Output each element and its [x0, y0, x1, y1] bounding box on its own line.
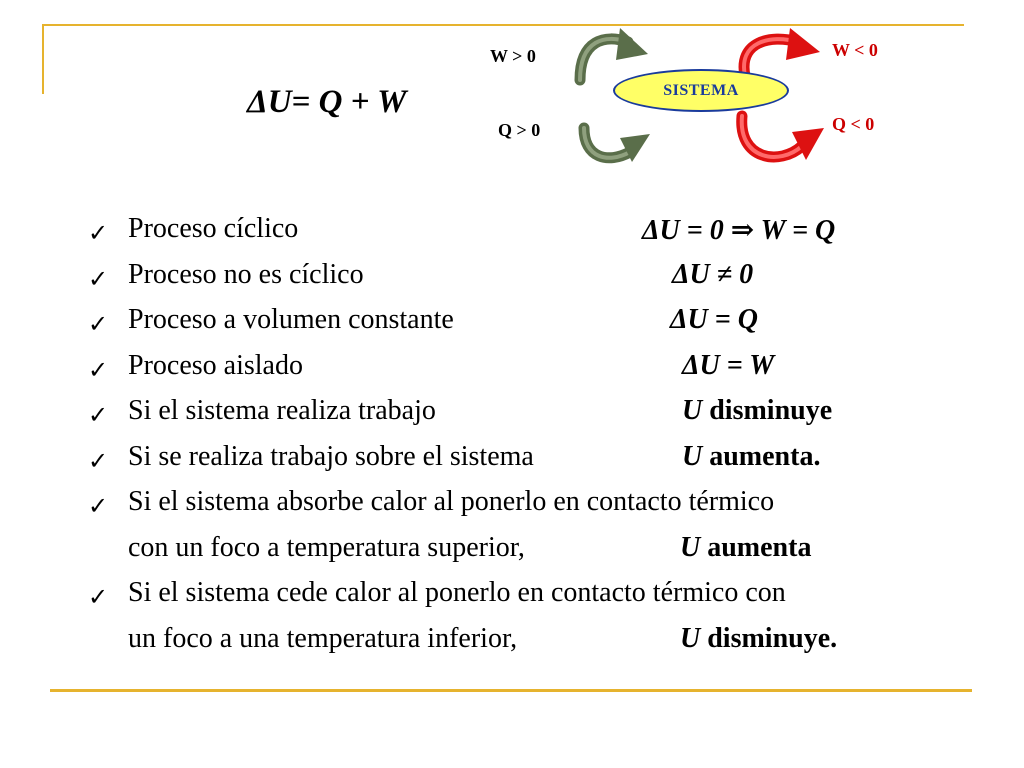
list-item-text: Proceso no es cíclico [128, 258, 364, 290]
frame-left-line [42, 24, 44, 94]
list-item-result [680, 532, 811, 564]
internal-energy-symbol: U [682, 395, 703, 426]
check-icon: ✓ [88, 401, 109, 429]
frame-bottom-line [50, 689, 972, 692]
label-q-positive: Q > 0 [498, 120, 541, 140]
list-item-text: Si el sistema realiza trabajo [128, 395, 436, 426]
check-icon: ✓ [88, 583, 109, 611]
result-word: disminuye. [700, 622, 838, 654]
check-icon: ✓ [88, 310, 109, 338]
list-item-result: ΔU = 0 ⇒ W = Q [642, 215, 836, 246]
list-item-absorbs-heat [88, 486, 968, 532]
sign-convention-diagram [480, 20, 920, 180]
list-item-result [680, 623, 837, 655]
list-item-work-on-system [88, 441, 968, 487]
list-item-text: Proceso a volumen constante [128, 304, 454, 335]
internal-energy-symbol: U [680, 622, 701, 654]
check-icon: ✓ [88, 264, 109, 293]
list-item-constant-volume [88, 304, 968, 350]
check-icon: ✓ [88, 492, 109, 520]
list-item-non-cyclic [88, 259, 968, 305]
system-ellipse: SISTEMA [613, 69, 789, 112]
first-law-formula: ΔU= Q + W [247, 84, 407, 120]
list-item-text: con un foco a temperatura superior, [128, 531, 525, 563]
internal-energy-symbol: U [682, 440, 703, 472]
check-icon: ✓ [88, 219, 109, 247]
list-item-releases-heat-continuation [88, 623, 968, 669]
check-icon: ✓ [88, 355, 109, 384]
result-word: aumenta. [702, 440, 821, 472]
list-item-text: Proceso cíclico [128, 213, 299, 244]
list-item-result [682, 395, 832, 427]
list-item-releases-heat [88, 577, 968, 623]
internal-energy-symbol: U [680, 531, 701, 563]
list-item-result [682, 441, 820, 473]
list-item-absorbs-heat-continuation [88, 532, 968, 578]
label-w-negative: W < 0 [832, 40, 878, 60]
result-word: disminuye [702, 395, 833, 426]
list-item-text: Si el sistema absorbe calor al ponerlo en contacto térmico [128, 486, 775, 517]
label-w-positive: W > 0 [490, 46, 536, 66]
process-list [88, 213, 968, 668]
list-item-text: Proceso aislado [128, 349, 303, 381]
list-item-text: Si el sistema cede calor al ponerlo en contacto térmico con [128, 577, 786, 608]
label-q-negative: Q < 0 [832, 114, 875, 134]
check-icon: ✓ [88, 446, 109, 475]
list-item-isolated [88, 350, 968, 396]
list-item-cyclic [88, 213, 968, 259]
result-word: aumenta [700, 531, 812, 563]
list-item-result: ΔU = Q [670, 304, 758, 335]
list-item-text: Si se realiza trabajo sobre el sistema [128, 440, 534, 472]
list-item-system-does-work [88, 395, 968, 441]
list-item-result: ΔU ≠ 0 [672, 258, 754, 290]
list-item-result: ΔU = W [682, 349, 775, 381]
list-item-text: un foco a una temperatura inferior, [128, 622, 518, 654]
